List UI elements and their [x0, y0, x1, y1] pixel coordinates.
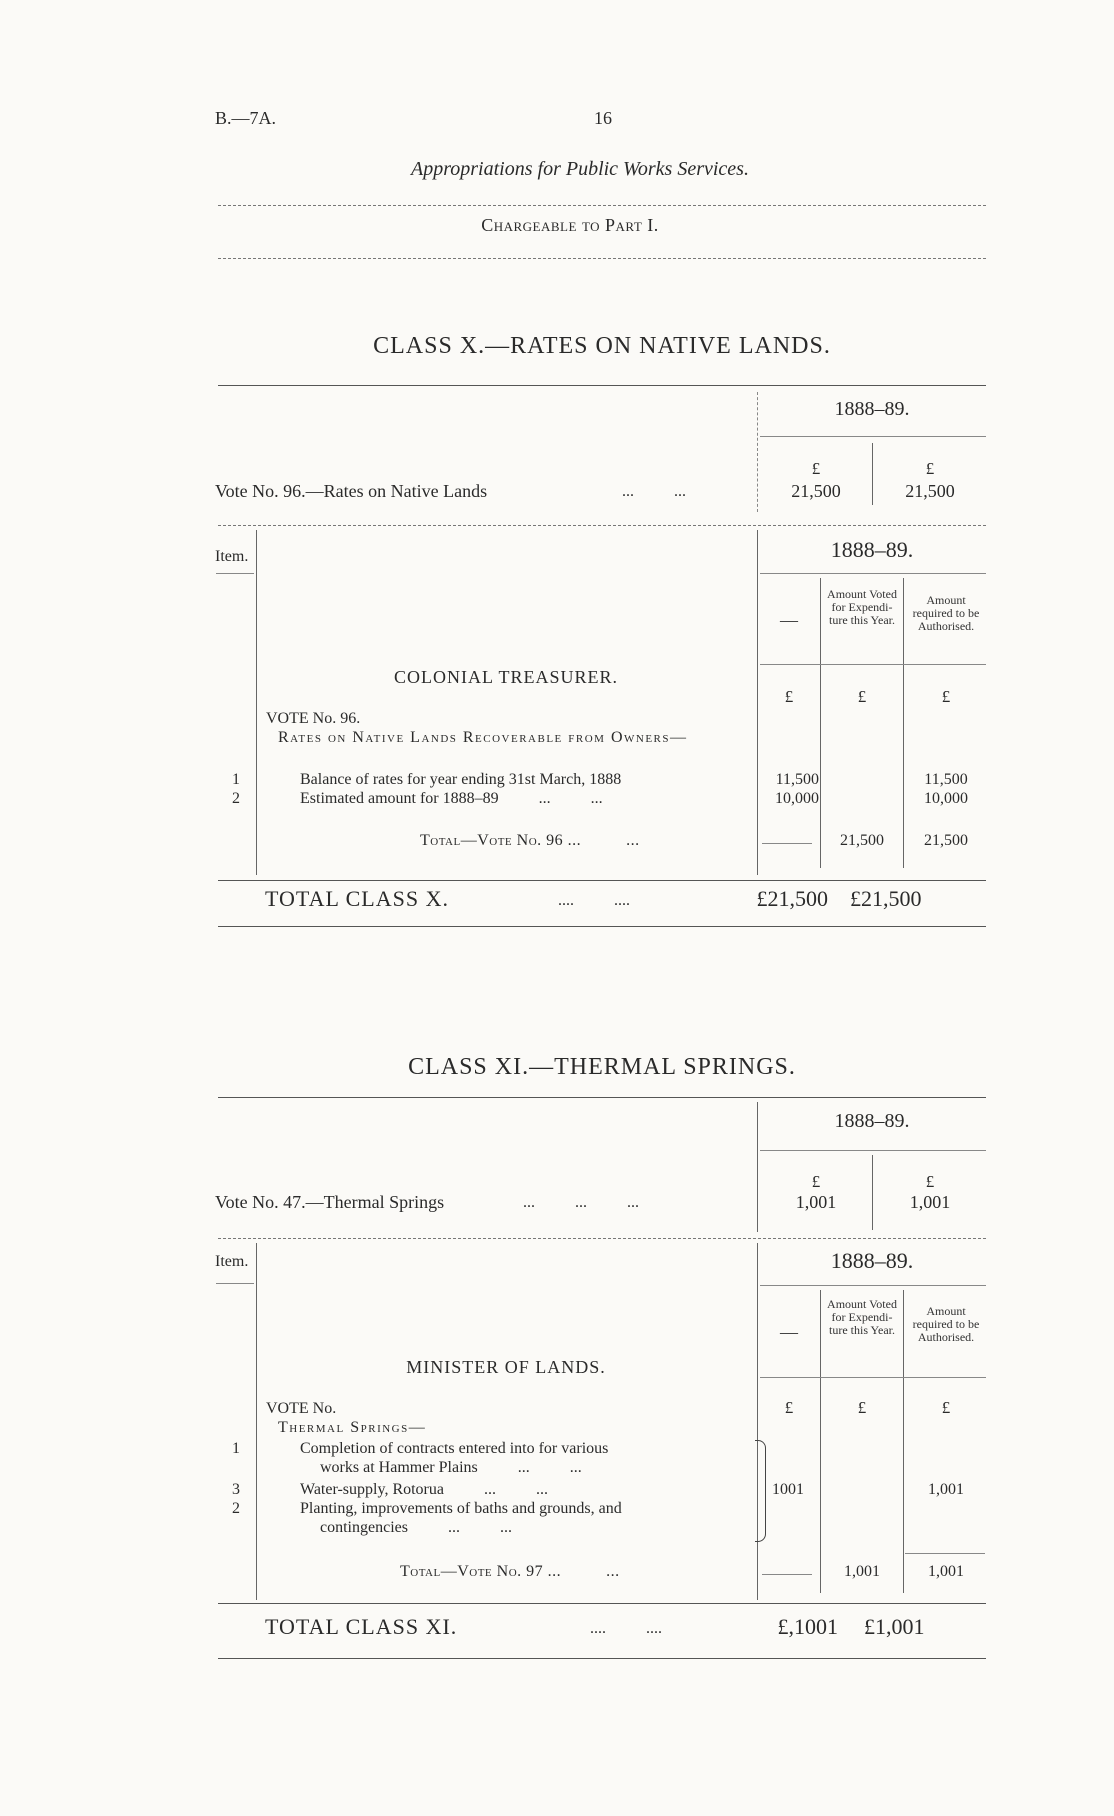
item-required: 1,001 — [928, 1481, 964, 1498]
class-total-rule — [218, 1603, 986, 1604]
class-xi-bracket-amount: 1001 — [772, 1481, 804, 1498]
document-reference: B.—7A. — [215, 108, 277, 128]
total-dash — [762, 1574, 812, 1575]
summary-col-divider — [872, 443, 873, 505]
pound-sign: £ — [811, 1172, 821, 1191]
pound-sign: £ — [857, 687, 867, 706]
class-x-summary-amount-1: 21,500 — [791, 481, 841, 501]
amount-column-divider — [757, 1243, 758, 1600]
chargeable-rule — [218, 258, 986, 259]
voted-column-header: Amount Voted for Expendi- ture this Year. — [827, 587, 897, 627]
class-x-summary-year: 1888–89. — [834, 398, 910, 420]
class-x-title: CLASS X.—RATES ON NATIVE LANDS. — [373, 333, 831, 359]
class-xi-department: MINISTER OF LANDS. — [406, 1357, 606, 1377]
summary-year-rule — [760, 436, 986, 437]
class-xi-subhead: Thermal Springs— — [278, 1419, 427, 1436]
item-number: 1 — [232, 1440, 240, 1457]
class-xi-total-voted: £,1001 — [777, 1614, 838, 1639]
class-x-vote-total-required: 21,500 — [924, 832, 968, 849]
item-column-divider — [256, 1243, 257, 1600]
class-xi-bottom-rule — [218, 1658, 986, 1659]
column-header-rule — [760, 1377, 986, 1378]
chargeable-heading: Chargeable to Part I. — [481, 215, 659, 235]
class-xi-vote-total-voted: 1,001 — [844, 1563, 880, 1580]
amount-column-divider — [757, 530, 758, 875]
class-x-subhead: Rates on Native Lands Recoverable from Owners— — [278, 729, 688, 746]
pound-sign: £ — [784, 687, 794, 706]
class-xi-vote-total-label: Total—Vote No. 97 ... ... — [400, 1563, 620, 1580]
total-dash — [762, 843, 812, 844]
leader-dots: ... ... ... — [523, 1194, 639, 1211]
summary-year-rule — [760, 1150, 986, 1151]
summary-bottom-rule — [218, 1238, 986, 1239]
dash-column-header: — — [780, 610, 798, 630]
summary-col-divider — [872, 1155, 873, 1230]
item-number: 2 — [232, 1500, 240, 1517]
dash-column-header: — — [780, 1322, 798, 1342]
item-column-divider — [256, 530, 257, 875]
class-xi-title: CLASS XI.—THERMAL SPRINGS. — [408, 1054, 796, 1080]
class-x-bottom-rule — [218, 926, 986, 927]
class-xi-top-rule — [218, 1097, 986, 1098]
class-x-total-voted: £21,500 — [756, 886, 828, 911]
item-description: Estimated amount for 1888–89 ... ... — [300, 790, 603, 807]
brace-icon — [755, 1440, 766, 1542]
summary-bottom-rule — [218, 525, 986, 526]
pound-sign: £ — [857, 1398, 867, 1417]
item-label-rule — [216, 1283, 254, 1284]
class-xi-summary-year: 1888–89. — [834, 1110, 910, 1132]
item-amount: 11,500 — [775, 771, 819, 788]
required-column-header: Amount required to be Authorised. — [912, 1304, 980, 1344]
pound-sign: £ — [925, 459, 935, 478]
class-x-summary-vote: Vote No. 96.—Rates on Native Lands — [215, 481, 488, 501]
item-number: 3 — [232, 1481, 240, 1498]
class-x-total-required: £21,500 — [850, 886, 922, 911]
item-column-label: Item. — [215, 1253, 249, 1270]
item-description-continued: works at Hammer Plains ... ... — [320, 1459, 582, 1476]
voted-column-divider — [820, 578, 821, 868]
title-rule — [218, 205, 986, 206]
pound-sign: £ — [811, 459, 821, 478]
item-description: Completion of contracts entered into for various — [300, 1440, 609, 1457]
class-total-rule — [218, 880, 986, 881]
required-subtotal-rule — [905, 1553, 985, 1554]
item-required: 10,000 — [924, 790, 968, 807]
pound-sign: £ — [784, 1398, 794, 1417]
leader-dots: .... .... — [590, 1620, 662, 1637]
class-xi-vote-total-required: 1,001 — [928, 1563, 964, 1580]
item-description: Water-supply, Rotorua ... ... — [300, 1481, 548, 1498]
page-title: Appropriations for Public Works Services. — [411, 158, 749, 180]
class-xi-summary-amount-2: 1,001 — [909, 1192, 951, 1212]
item-label-rule — [216, 573, 254, 574]
pound-sign: £ — [925, 1172, 935, 1191]
class-xi-total-required: £1,001 — [864, 1614, 925, 1639]
required-column-divider — [903, 578, 904, 868]
item-description: Planting, improvements of baths and grounds, and — [300, 1500, 622, 1517]
voted-column-header: Amount Voted for Expendi- ture this Year. — [827, 1297, 897, 1337]
item-column-label: Item. — [215, 548, 249, 565]
class-x-department: COLONIAL TREASURER. — [393, 667, 618, 687]
page-number: 16 — [594, 108, 612, 128]
class-xi-table-year: 1888–89. — [830, 1248, 914, 1273]
item-required: 11,500 — [924, 771, 968, 788]
table-year-rule — [760, 1285, 986, 1286]
voted-column-divider — [820, 1290, 821, 1593]
class-xi-summary-vote: Vote No. 47.—Thermal Springs — [215, 1192, 445, 1212]
class-xi-total-label: TOTAL CLASS XI. — [265, 1614, 458, 1639]
class-x-vote-total-label: Total—Vote No. 96 ... ... — [420, 832, 640, 849]
class-x-vote-total-voted: 21,500 — [840, 832, 884, 849]
class-xi-summary-amount-1: 1,001 — [795, 1192, 837, 1212]
item-number: 2 — [232, 790, 240, 807]
column-header-rule — [760, 664, 986, 665]
required-column-divider — [903, 1290, 904, 1593]
class-x-top-rule — [218, 385, 986, 386]
class-x-summary-amount-2: 21,500 — [905, 481, 955, 501]
table-year-rule — [760, 573, 986, 574]
pound-sign: £ — [941, 1398, 951, 1417]
item-description-continued: contingencies ... ... — [320, 1519, 512, 1536]
class-xi-vote-label: VOTE No. — [266, 1400, 337, 1417]
item-description: Balance of rates for year ending 31st March, 1888 — [300, 771, 622, 788]
required-column-header: Amount required to be Authorised. — [912, 593, 980, 633]
item-amount: 10,000 — [775, 790, 819, 807]
pound-sign: £ — [941, 687, 951, 706]
leader-dots: ... ... — [622, 483, 686, 500]
item-number: 1 — [232, 771, 240, 788]
class-x-vote-label: VOTE No. 96. — [266, 710, 361, 727]
class-x-table-year: 1888–89. — [830, 537, 914, 562]
leader-dots: .... .... — [558, 892, 630, 909]
class-x-total-label: TOTAL CLASS X. — [265, 886, 449, 911]
